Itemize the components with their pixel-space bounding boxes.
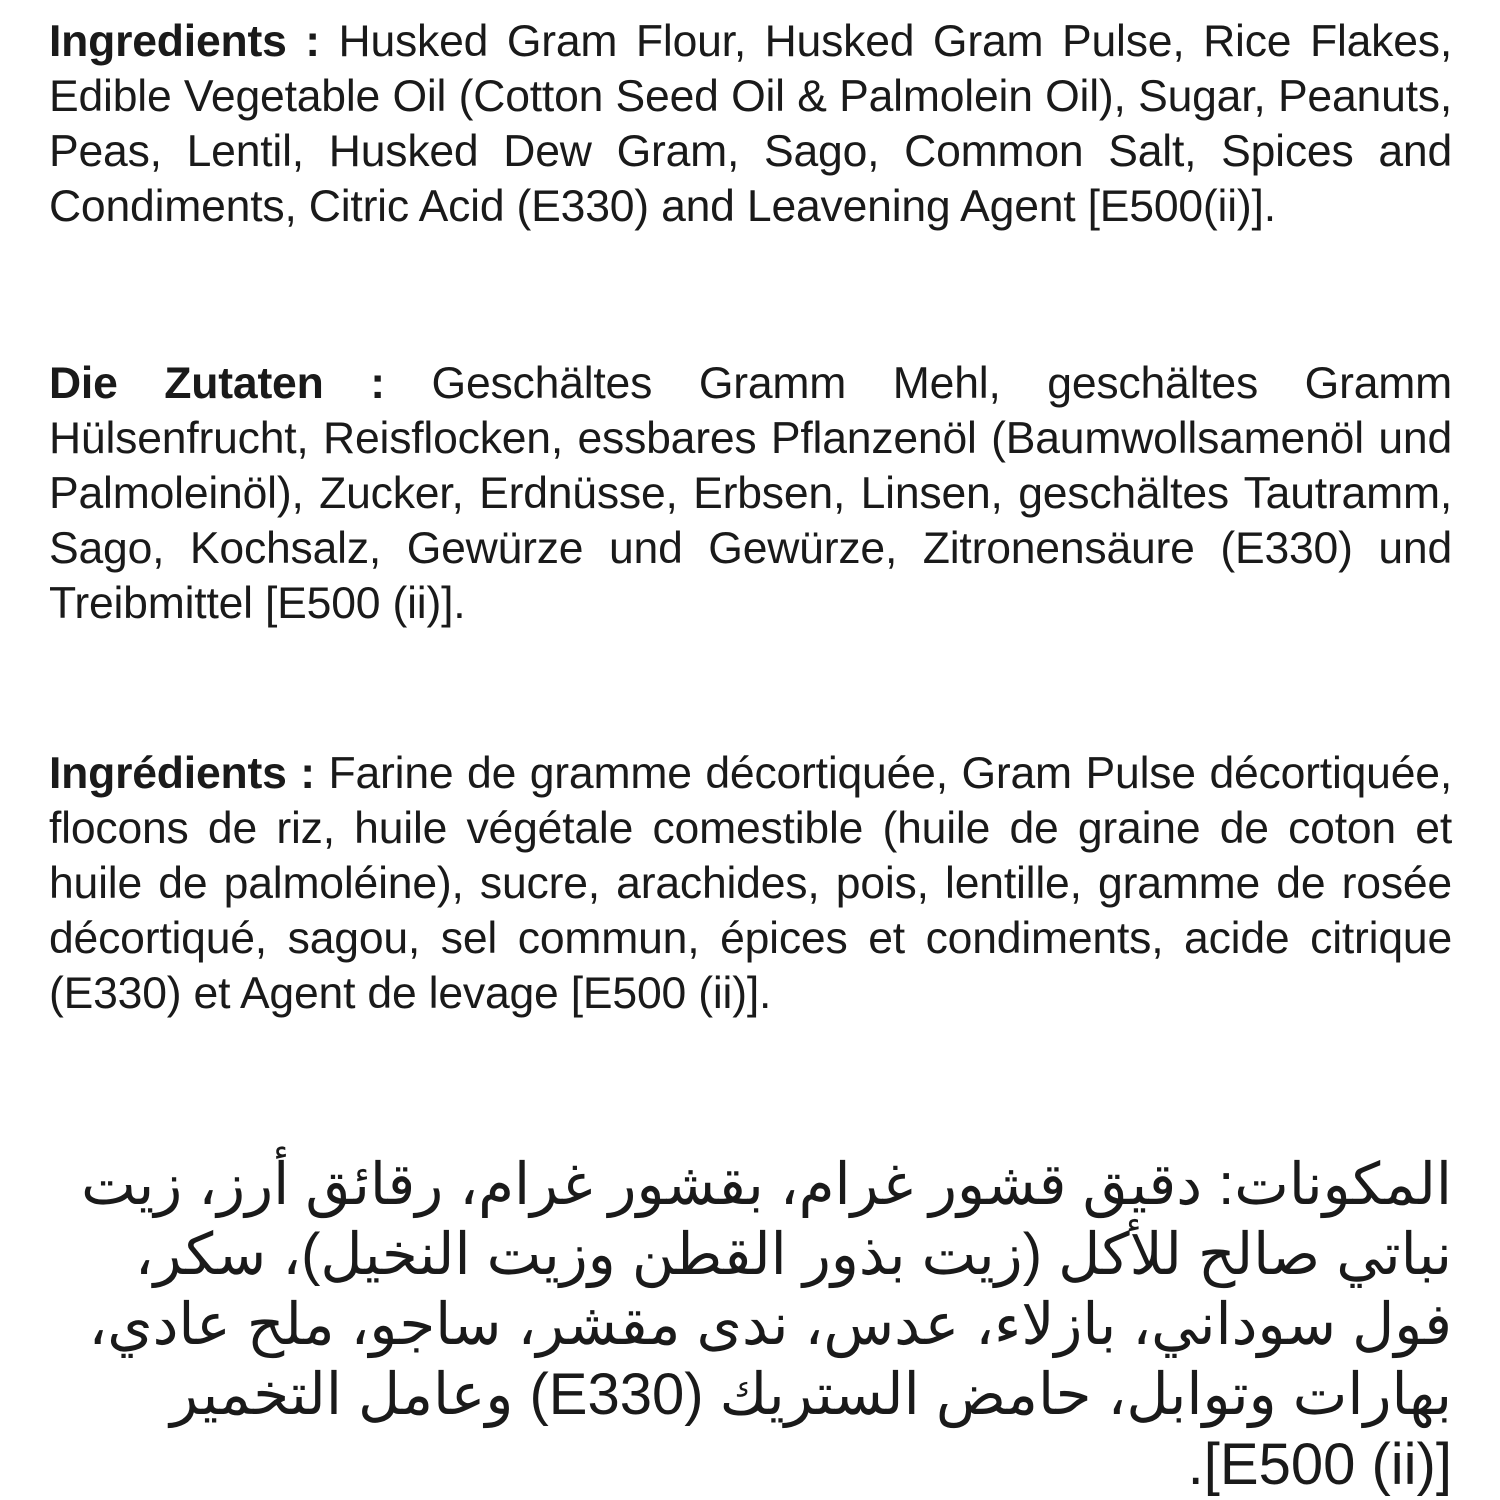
ingredients-french [49,746,1452,1021]
ingredients-french-text: Farine de gramme décortiquée, Gram Pulse décortiquée, flocons de riz, huile végétale comestible (huile de graine de coton et huile de palmoléine), sucre, arachides, pois, lentille, gramme de rosée décortiqué, sagou, sel commun, épices et condiments, acide citrique (E330) et Agent de levage [E500 (ii)]. [49,749,1452,1018]
ingredients-german-label: Die Zutaten : [49,359,432,408]
ingredients-arabic-text: المكونات: دقيق قشور غرام، بقشور غرام، رقائق أرز، زيت نباتي صالح للأكل (زيت بذور القطن وزيت النخيل)، سكر، فول سوداني، بازلاء، عدس، ندى مقشر، ساجو، ملح عادي، بهارات وتوابل، حامض الستريك (E330) وعامل التخمير [E500 (ii)]. [81,1152,1452,1497]
ingredients-english [49,14,1452,234]
ingredients-german-text: Geschältes Gramm Mehl, geschältes Gramm Hülsenfrucht, Reisflocken, essbares Pflanzenöl (Baumwollsamenöl und Palmoleinöl), Zucker, Erdnüsse, Erbsen, Linsen, geschältes Tautramm, Sago, Kochsalz, Gewürze und Gewürze, Zitronensäure (E330) und Treibmittel [E500 (ii)]. [49,359,1452,628]
ingredients-english-text: Husked Gram Flour, Husked Gram Pulse, Rice Flakes, Edible Vegetable Oil (Cotton Seed Oil & Palmolein Oil), Sugar, Peanuts, Peas, Lentil, Husked Dew Gram, Sago, Common Salt, Spices and Condiments, Citric Acid (E330) and Leavening Agent [E500(ii)]. [49,17,1452,231]
ingredients-german [49,356,1452,631]
ingredients-english-label: Ingredients : [49,17,339,66]
ingredients-arabic [60,1150,1452,1500]
ingredients-french-label: Ingrédients : [49,749,329,798]
